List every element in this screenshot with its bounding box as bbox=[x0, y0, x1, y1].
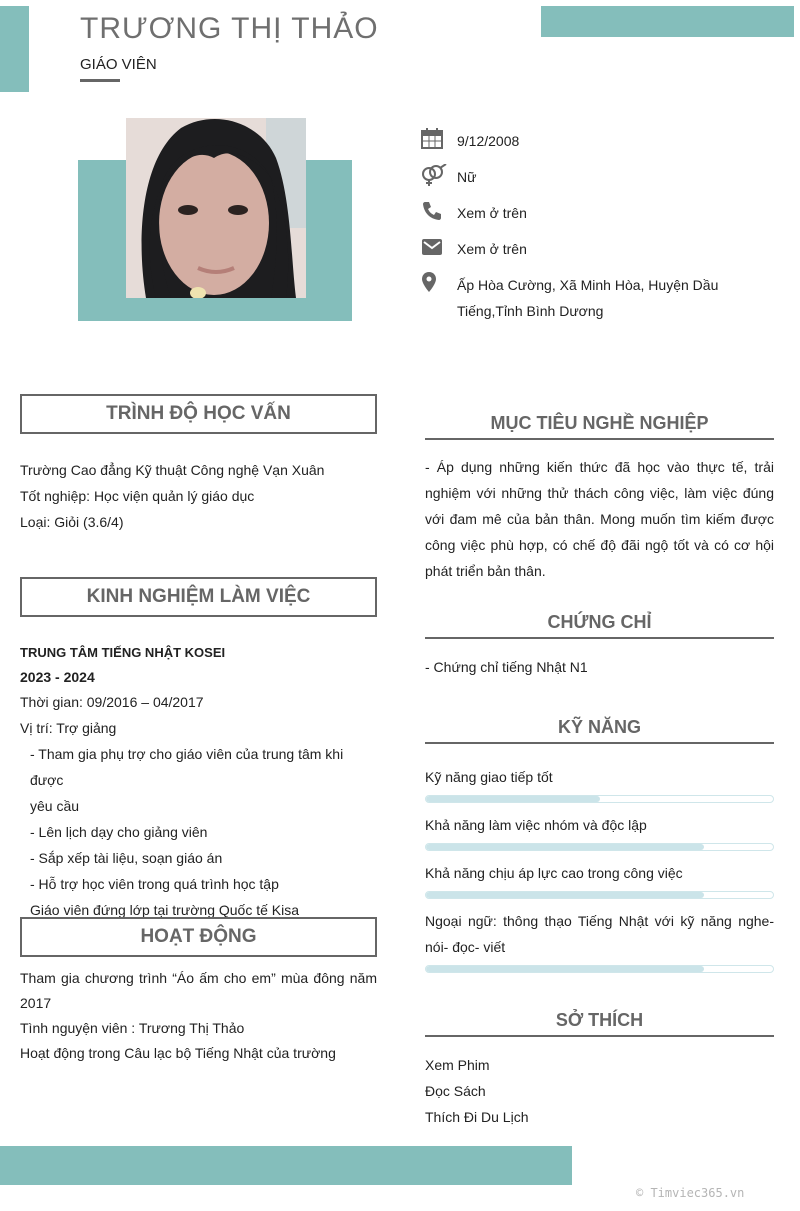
experience-company: TRUNG TÂM TIẾNG NHẬT KOSEI bbox=[20, 645, 226, 660]
education-heading: TRÌNH ĐỘ HỌC VẤN bbox=[20, 394, 377, 434]
avatar bbox=[126, 118, 306, 298]
education-graduation: Tốt nghiệp: Học viện quản lý giáo dục bbox=[20, 488, 255, 504]
skill-label: Khả năng chịu áp lực cao trong công việc bbox=[425, 865, 683, 881]
accent-block-bottom bbox=[0, 1146, 572, 1185]
activity-item: Tham gia chương trình “Áo ấm cho em” mùa đông năm 2017 bbox=[20, 970, 377, 1011]
contact-email bbox=[421, 236, 787, 262]
activity-item: Hoạt động trong Câu lạc bộ Tiếng Nhật của trường bbox=[20, 1045, 336, 1061]
skills-heading: KỸ NĂNG bbox=[425, 717, 774, 744]
experience-task: - Hỗ trợ học viên trong quá trình học tập bbox=[30, 876, 279, 892]
experience-time: Thời gian: 09/2016 – 04/2017 bbox=[20, 694, 204, 710]
activities-heading: HOẠT ĐỘNG bbox=[20, 917, 377, 957]
hobby-item: Thích Đi Du Lịch bbox=[425, 1109, 529, 1125]
candidate-role: GIÁO VIÊN bbox=[80, 56, 157, 73]
location-pin-icon bbox=[421, 272, 447, 294]
accent-block-top-left bbox=[0, 6, 29, 92]
experience-task: yêu cầu bbox=[30, 798, 80, 814]
skill-label: Kỹ năng giao tiếp tốt bbox=[425, 769, 553, 785]
activity-item: Tình nguyện viên : Trương Thị Thảo bbox=[20, 1020, 245, 1036]
skill-label: Khả năng làm việc nhóm và độc lập bbox=[425, 817, 647, 833]
email-value: Xem ở trên bbox=[457, 241, 527, 257]
phone-value: Xem ở trên bbox=[457, 205, 527, 221]
phone-icon bbox=[421, 200, 447, 222]
skill-bar-fill bbox=[426, 966, 704, 972]
role-underline bbox=[80, 79, 120, 82]
accent-block-top-right bbox=[541, 6, 794, 37]
experience-task: - Lên lịch dạy cho giảng viên bbox=[30, 824, 208, 840]
candidate-name: TRƯƠNG THỊ THẢO bbox=[80, 12, 379, 45]
contact-gender bbox=[421, 164, 787, 190]
objective-text: - Áp dụng những kiến thức đã học vào thực tế, trải nghiệm với những thử thách công việc, làm việc đúng với đam mê của bản thân. Mong muốn tìm kiếm được công việc phù hợp, có chế độ đãi ngộ tốt và có cơ hội phát triển bản thân. bbox=[425, 459, 774, 579]
experience-task: Giáo viên đứng lớp tại trường Quốc tế Kisa bbox=[30, 902, 300, 918]
education-section bbox=[20, 457, 377, 535]
skill-bar-fill bbox=[426, 892, 704, 898]
birthday-value: 9/12/2008 bbox=[457, 133, 520, 149]
hobbies-section bbox=[425, 1052, 774, 1130]
address-line-1: Ấp Hòa Cường, Xã Minh Hòa, Huyện Dầu bbox=[457, 277, 719, 293]
contact-birthday bbox=[421, 128, 787, 154]
education-school: Trường Cao đẳng Kỹ thuật Công nghệ Vạn Xuân bbox=[20, 462, 325, 478]
objective-heading: MỤC TIÊU NGHỀ NGHIỆP bbox=[425, 413, 774, 440]
skill-bar-fill bbox=[426, 796, 600, 802]
experience-task: - Sắp xếp tài liệu, soạn giáo án bbox=[30, 850, 223, 866]
experience-section bbox=[20, 641, 380, 923]
email-icon bbox=[421, 236, 447, 258]
skill-bar bbox=[425, 843, 774, 851]
skill-bar-fill bbox=[426, 844, 704, 850]
address-value bbox=[457, 272, 787, 324]
contact-phone bbox=[421, 200, 787, 226]
skill-bar bbox=[425, 891, 774, 899]
certificate-item: - Chứng chỉ tiếng Nhật N1 bbox=[425, 659, 588, 675]
watermark: © Timviec365.vn bbox=[636, 1186, 745, 1200]
hobby-item: Đọc Sách bbox=[425, 1083, 486, 1099]
calendar-icon bbox=[421, 128, 447, 150]
skill-bar bbox=[425, 965, 774, 973]
experience-position: Vị trí: Trợ giảng bbox=[20, 720, 117, 736]
gender-value: Nữ bbox=[457, 169, 477, 185]
education-grade: Loại: Giỏi (3.6/4) bbox=[20, 514, 124, 530]
skill-bar bbox=[425, 795, 774, 803]
skill-label: Ngoại ngữ: thông thạo Tiếng Nhật với kỹ năng nghe- nói- đọc- viết bbox=[425, 913, 774, 955]
hobbies-heading: SỞ THÍCH bbox=[425, 1010, 774, 1037]
experience-heading: KINH NGHIỆM LÀM VIỆC bbox=[20, 577, 377, 617]
hobby-item: Xem Phim bbox=[425, 1057, 490, 1073]
contact-address bbox=[421, 272, 787, 324]
certificates-heading: CHỨNG CHỈ bbox=[425, 612, 774, 639]
experience-task: - Tham gia phụ trợ cho giáo viên của trung tâm khi được bbox=[30, 746, 344, 788]
gender-icon bbox=[421, 164, 447, 186]
activities-section bbox=[20, 966, 377, 1066]
experience-years: 2023 - 2024 bbox=[20, 669, 95, 685]
address-line-2: Tiếng,Tỉnh Bình Dương bbox=[457, 303, 604, 319]
